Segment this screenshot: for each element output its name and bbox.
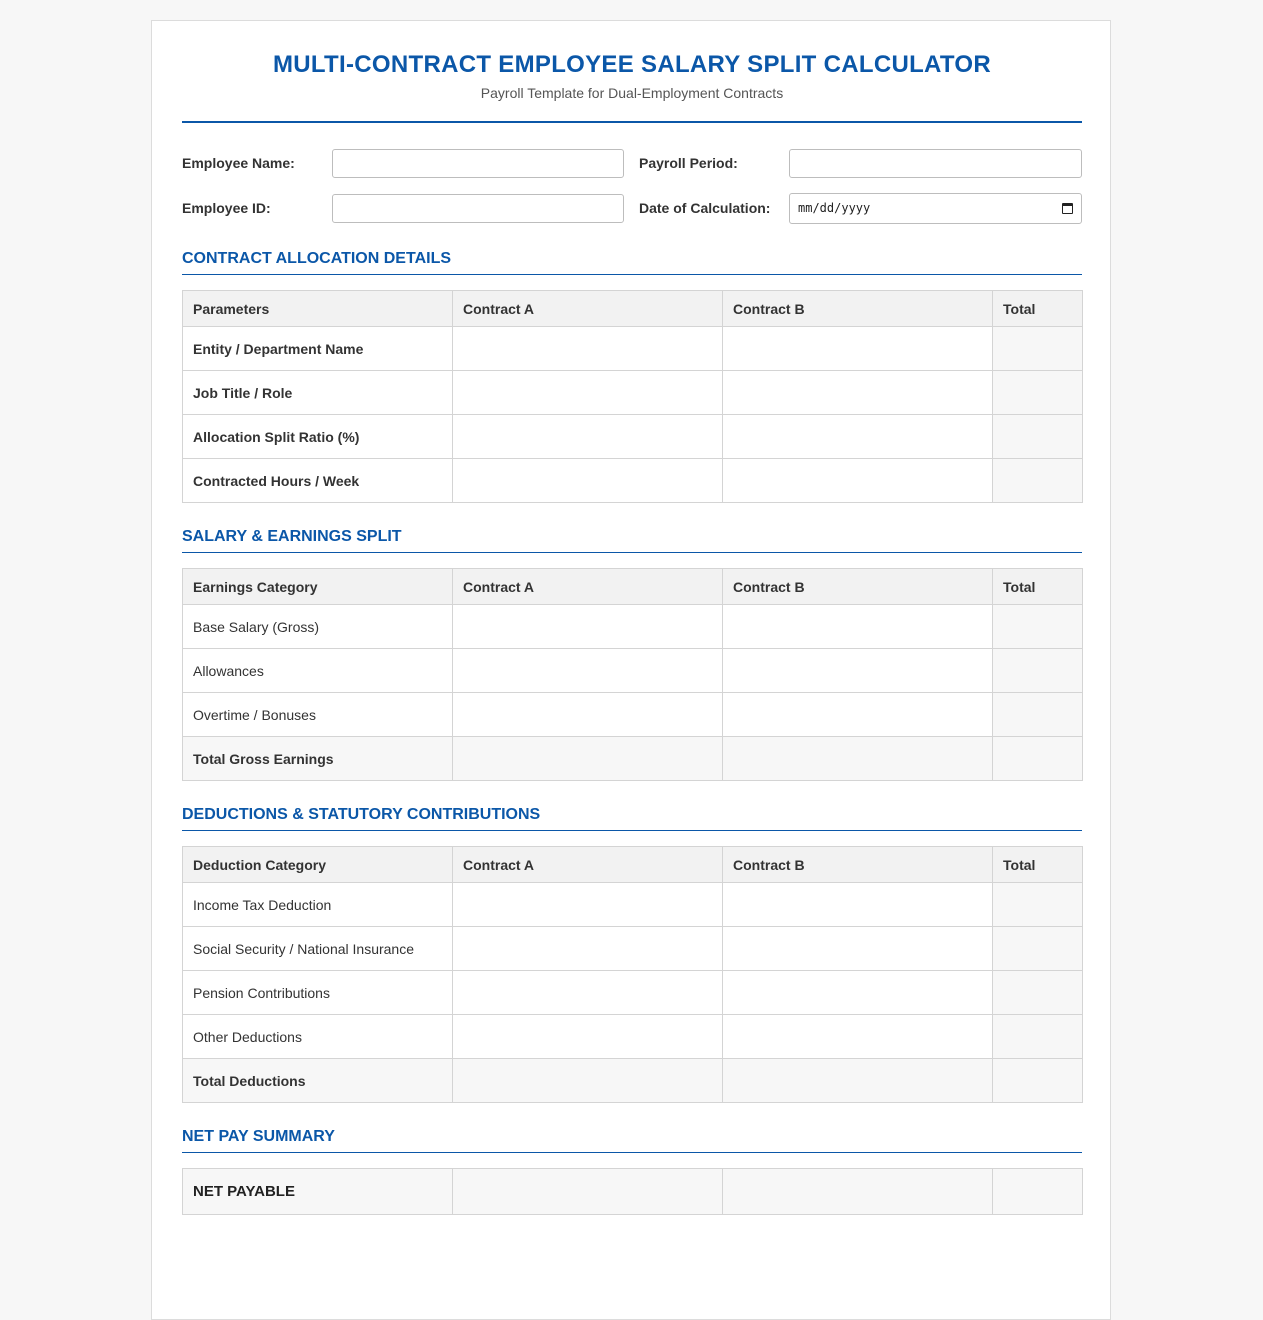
table-header-row (183, 291, 1083, 327)
employee-name-input[interactable] (332, 149, 624, 178)
date-input[interactable] (789, 193, 1082, 224)
date-label: Date of Calculation: (639, 200, 771, 216)
column-header: Contract A (453, 291, 723, 327)
contract-b-cell[interactable] (723, 883, 993, 927)
calendar-icon[interactable] (1062, 203, 1073, 214)
column-header: Total (993, 569, 1083, 605)
contract-b-cell[interactable] (723, 459, 993, 503)
contract-a-net-cell (453, 1169, 723, 1215)
total-row (183, 737, 1083, 781)
contract-a-cell[interactable] (453, 605, 723, 649)
total-cell (993, 1015, 1083, 1059)
contract-b-cell[interactable] (723, 693, 993, 737)
contract-b-cell (723, 737, 993, 781)
contract-b-cell[interactable] (723, 1015, 993, 1059)
contract-a-cell[interactable] (453, 1015, 723, 1059)
info-row-2 (182, 193, 1082, 223)
total-cell (993, 459, 1083, 503)
table-header-row (183, 569, 1083, 605)
table-row (183, 371, 1083, 415)
employee-id-label: Employee ID: (182, 200, 271, 216)
row-label: Entity / Department Name (183, 327, 453, 371)
contract-b-cell[interactable] (723, 927, 993, 971)
contract-a-cell[interactable] (453, 971, 723, 1015)
row-label: Contracted Hours / Week (183, 459, 453, 503)
form-page (151, 20, 1111, 1320)
total-cell (993, 971, 1083, 1015)
total-net-cell (993, 1169, 1083, 1215)
allocation-table (182, 290, 1083, 503)
contract-b-cell[interactable] (723, 371, 993, 415)
table-row (183, 459, 1083, 503)
employee-info (182, 148, 1082, 223)
contract-a-cell (453, 737, 723, 781)
net-pay-row (183, 1169, 1083, 1215)
column-header: Parameters (183, 291, 453, 327)
deductions-table (182, 846, 1083, 1103)
row-label: Income Tax Deduction (183, 883, 453, 927)
column-header: Deduction Category (183, 847, 453, 883)
employee-id-input[interactable] (332, 194, 624, 223)
employee-name-label: Employee Name: (182, 155, 295, 171)
row-label: Allocation Split Ratio (%) (183, 415, 453, 459)
contract-b-cell[interactable] (723, 327, 993, 371)
total-row-label: Total Deductions (183, 1059, 453, 1103)
contract-b-cell[interactable] (723, 649, 993, 693)
contract-a-cell[interactable] (453, 459, 723, 503)
column-header: Contract B (723, 291, 993, 327)
date-placeholder: mm/dd/yyyy (798, 201, 871, 215)
contract-a-cell[interactable] (453, 649, 723, 693)
net-section-title: NET PAY SUMMARY (182, 1128, 1082, 1153)
table-row (183, 415, 1083, 459)
total-cell (993, 415, 1083, 459)
contract-b-cell[interactable] (723, 415, 993, 459)
allocation-section-title: CONTRACT ALLOCATION DETAILS (182, 250, 1082, 275)
contract-a-cell[interactable] (453, 883, 723, 927)
payroll-period-label: Payroll Period: (639, 155, 738, 171)
total-cell (993, 327, 1083, 371)
total-cell (993, 927, 1083, 971)
contract-b-cell[interactable] (723, 971, 993, 1015)
total-cell (993, 883, 1083, 927)
row-label: Job Title / Role (183, 371, 453, 415)
contract-a-cell[interactable] (453, 927, 723, 971)
earnings-section-title: SALARY & EARNINGS SPLIT (182, 528, 1082, 553)
total-cell (993, 1059, 1083, 1103)
column-header: Contract B (723, 847, 993, 883)
contract-b-net-cell (723, 1169, 993, 1215)
payroll-period-input[interactable] (789, 149, 1082, 178)
total-cell (993, 737, 1083, 781)
total-row-label: Total Gross Earnings (183, 737, 453, 781)
table-row (183, 693, 1083, 737)
column-header: Total (993, 847, 1083, 883)
row-label: Pension Contributions (183, 971, 453, 1015)
row-label: Base Salary (Gross) (183, 605, 453, 649)
table-row (183, 927, 1083, 971)
column-header: Total (993, 291, 1083, 327)
contract-b-cell[interactable] (723, 605, 993, 649)
table-row (183, 971, 1083, 1015)
title-divider (182, 121, 1082, 123)
page-title: MULTI-CONTRACT EMPLOYEE SALARY SPLIT CALCULATOR (272, 51, 992, 78)
total-cell (993, 649, 1083, 693)
net-payable-label: NET PAYABLE (183, 1169, 453, 1215)
deductions-section-title: DEDUCTIONS & STATUTORY CONTRIBUTIONS (182, 806, 1082, 831)
total-row (183, 1059, 1083, 1103)
page-subtitle: Payroll Template for Dual-Employment Contracts (480, 85, 784, 101)
row-label: Overtime / Bonuses (183, 693, 453, 737)
earnings-table (182, 568, 1083, 781)
contract-a-cell[interactable] (453, 415, 723, 459)
column-header: Contract B (723, 569, 993, 605)
total-cell (993, 605, 1083, 649)
column-header: Contract A (453, 847, 723, 883)
contract-a-cell[interactable] (453, 327, 723, 371)
table-header-row (183, 847, 1083, 883)
column-header: Earnings Category (183, 569, 453, 605)
info-row-1 (182, 148, 1082, 178)
total-cell (993, 371, 1083, 415)
contract-a-cell (453, 1059, 723, 1103)
row-label: Other Deductions (183, 1015, 453, 1059)
contract-a-cell[interactable] (453, 693, 723, 737)
column-header: Contract A (453, 569, 723, 605)
contract-a-cell[interactable] (453, 371, 723, 415)
row-label: Social Security / National Insurance (183, 927, 453, 971)
table-row (183, 605, 1083, 649)
table-row (183, 327, 1083, 371)
table-row (183, 883, 1083, 927)
contract-b-cell (723, 1059, 993, 1103)
row-label: Allowances (183, 649, 453, 693)
net-pay-table (182, 1168, 1083, 1215)
table-row (183, 1015, 1083, 1059)
total-cell (993, 693, 1083, 737)
table-row (183, 649, 1083, 693)
